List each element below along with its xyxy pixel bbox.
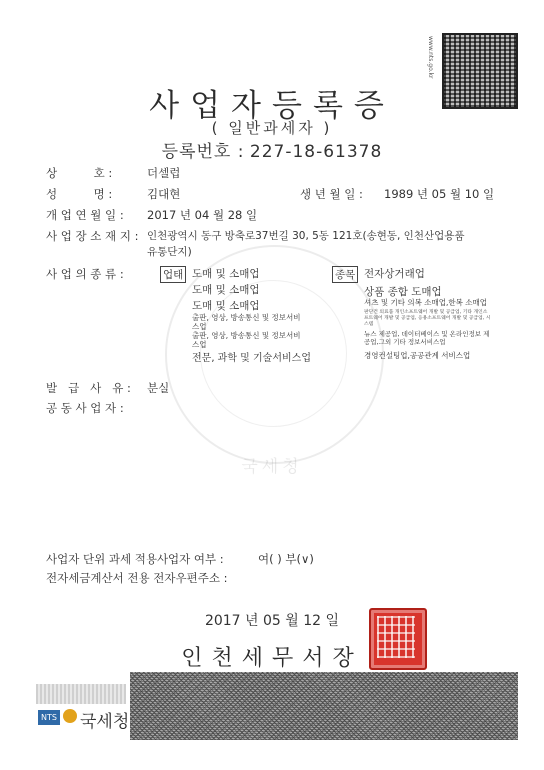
unit-tax-value: 여( ) 부(∨) — [258, 552, 314, 566]
business-type-1: 도매 및 소매업 — [192, 268, 260, 280]
business-type-3: 도매 및 소매업 — [192, 300, 260, 312]
nts-logo-badge: NTS — [38, 710, 60, 725]
business-item-badge: 종목 — [332, 266, 358, 283]
business-type-2: 도매 및 소매업 — [192, 284, 260, 296]
registration-number-label: 등록번호 : — [161, 142, 245, 162]
trade-name-label: 상 호 : — [46, 166, 113, 180]
registration-number: 227-18-61378 — [249, 142, 383, 162]
qr-side-text: www.nts.go.kr — [427, 36, 434, 79]
address-line-1: 인천광역시 동구 방축로37번길 30, 5동 121호(송현동, 인천산업용품 — [147, 230, 465, 242]
nts-logo-text: 국세청 — [80, 712, 130, 732]
business-item-1: 전자상거래업 — [364, 268, 425, 280]
joint-business-label: 공 동 사 업 자 : — [46, 401, 124, 415]
issue-reason: 분실 — [147, 381, 170, 395]
email-label: 전자세금계산서 전용 전자우편주소 : — [46, 571, 228, 585]
official-seal-pattern — [377, 616, 415, 658]
registration-number-line — [0, 137, 544, 162]
opening-date: 2017 년 04 월 28 일 — [147, 208, 258, 222]
tax-office-name: 인천세무서장 — [181, 646, 363, 671]
business-type-6: 전문, 과학 및 기술서비스업 — [192, 353, 311, 364]
unit-tax-label: 사업자 단위 과세 적용사업자 여부 : — [46, 552, 224, 566]
business-type-4: 출판, 영상, 방송통신 및 정보서비스업 — [192, 313, 301, 331]
issue-date: 2017 년 05 월 12 일 — [204, 613, 340, 629]
issue-reason-label: 발 급 사 유 : — [46, 381, 131, 395]
business-item-4: 뉴스 제공업, 데이터베이스 및 온라인정보 제공업,그외 기타 정보서비스업 — [364, 330, 490, 346]
logo-background-pattern — [36, 684, 126, 704]
watermark-text: 국세청 — [241, 457, 303, 477]
security-pattern — [130, 672, 518, 740]
address-label: 사 업 장 소 재 지 : — [46, 229, 139, 243]
business-item-3: 셔츠 및 기타 의복 소매업,한복 소매업 — [364, 298, 487, 307]
business-item-5: 경영컨설팅업,공공관계 서비스업 — [364, 351, 471, 360]
business-item-2: 상품 종합 도매업 — [364, 286, 442, 298]
address-line-2: 유통단지) — [147, 246, 192, 258]
trade-name: 더셀럽 — [147, 166, 181, 180]
document-title: 사업자등록증 — [149, 88, 395, 124]
business-item-tiny: 판단건 의료품 개인소프트웨어 개발 및 공급업, 기타 개인소프트웨어 개발 및 공급업, 응용소프트웨어 개발 및 공급업, 시스템 — [364, 310, 491, 327]
representative-name-label: 성 명 : — [46, 187, 113, 201]
opening-date-label: 개 업 연 월 일 : — [46, 208, 124, 222]
birth-date-label: 생 년 월 일 : — [300, 187, 363, 201]
birth-date: 1989 년 05 월 10 일 — [384, 187, 495, 201]
business-type-label: 사 업 의 종 류 : — [46, 267, 124, 281]
representative-name: 김대현 — [147, 187, 181, 201]
business-type-badge: 업태 — [160, 266, 186, 283]
document-subtitle: ( 일반과세자 ) — [211, 119, 333, 137]
business-type-5: 출판, 영상, 방송통신 및 정보서비스업 — [192, 331, 301, 349]
nts-flower-icon — [63, 709, 77, 723]
